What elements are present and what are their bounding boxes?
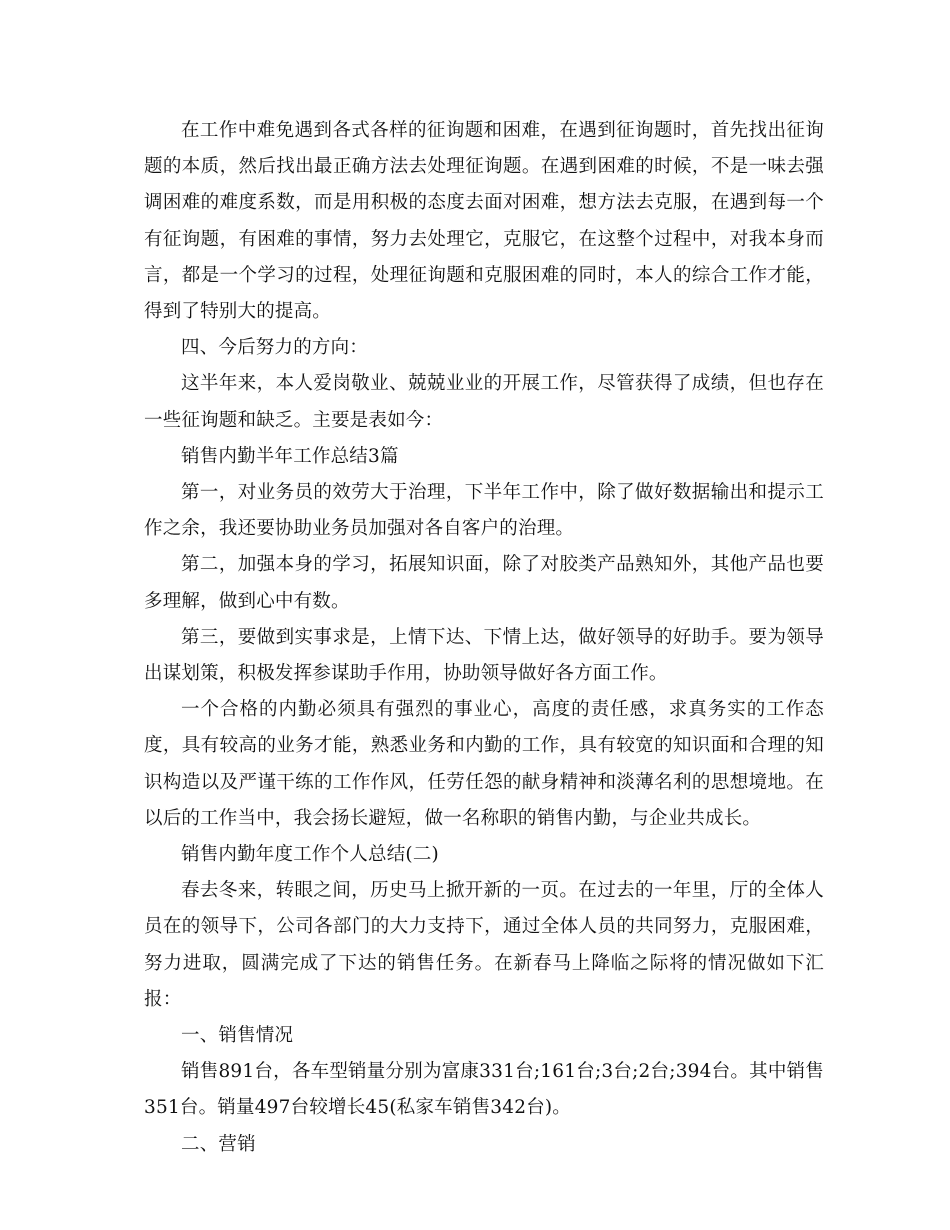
paragraph-year-intro: 春去冬来，转眼之间，历史马上掀开新的一页。在过去的一年里，厅的全体人员在的领导下，公司各部门的大力支持下，通过全体人员的共同努力，克服困难，努力进取，圆满完成了下达的销售任务。在新春马上降临之际将的情况做如下汇报： (144, 880, 824, 1010)
article-title-half-year-summary: 销售内勤半年工作总结3篇 (181, 445, 399, 467)
paragraph-qualified-clerk: 一个合格的内勤必须具有强烈的事业心，高度的责任感，求真务实的工作态度，具有较高的业务才能，熟悉业务和内勤的工作，具有较宽的知识面和合理的知识构造以及严谨干练的工作作风，任劳任怨的献身精神和淡薄名利的思想境地。在以后的工作当中，我会扬长避短，做一名称职的销售内勤，与企业共成长。 (144, 699, 824, 829)
section-heading-future-direction: 四、今后努力的方向： (181, 337, 369, 359)
article-title-annual-summary: 销售内勤年度工作个人总结(二) (181, 844, 439, 866)
document-body (144, 113, 824, 1163)
paragraph-point-third: 第三，要做到实事求是，上情下达、下情上达，做好领导的好助手。要为领导出谋划策，积极发挥参谋助手作用，协助领导做好各方面工作。 (144, 626, 824, 685)
paragraph-point-second: 第二，加强本身的学习，拓展知识面，除了对胶类产品熟知外，其他产品也要多理解，做到心中有数。 (144, 554, 824, 612)
paragraph-point-first: 第一，对业务员的效劳大于治理，下半年工作中，除了做好数据输出和提示工作之余，我还要协助业务员加强对各自客户的治理。 (144, 482, 824, 540)
paragraph-half-year-review: 这半年来，本人爱岗敬业、兢兢业业的开展工作，尽管获得了成绩，但也存在一些征询题和缺乏。主要是表如今： (144, 373, 824, 431)
paragraph-problem-solving: 在工作中难免遇到各式各样的征询题和困难，在遇到征询题时，首先找出征询题的本质，然后找出最正确方法去处理征询题。在遇到困难的时候，不是一味去强调困难的难度系数，而是用积极的态度去面对困难，想方法去克服，在遇到每一个有征询题，有困难的事情，努力去处理它，克服它，在这整个过程中，对我本身而言，都是一个学习的过程，处理征询题和克服困难的同时，本人的综合工作才能，得到了特别大的提高。 (144, 120, 824, 323)
section-heading-sales-situation: 一、销售情况 (181, 1025, 294, 1047)
paragraph-sales-figures: 销售891台，各车型销量分别为富康331台;161台;3台;2台;394台。其中销售351台。销量497台较增长45(私家车销售342台)。 (144, 1061, 824, 1119)
section-heading-marketing: 二、营销 (181, 1133, 256, 1155)
